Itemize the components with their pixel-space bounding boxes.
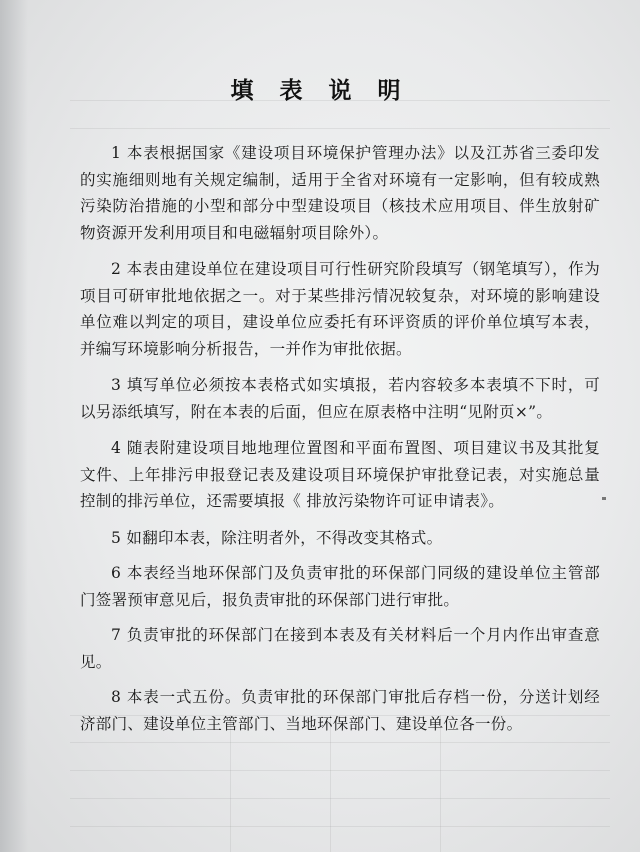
instruction-paragraph-3: 3 填写单位必须按本表格式如实填报，若内容较多本表填不下时，可以另添纸填写，附在本表的后面，但应在原表格中注明“见附页×”。: [80, 376, 600, 421]
instruction-paragraph-8: 8 本表一式五份。负责审批的环保部门审批后存档一份，分送计划经济部门、建设单位主管部门、当地环保部门、建设单位各一份。: [80, 688, 600, 733]
ink-mark: [602, 497, 606, 500]
instruction-paragraph-5: 5 如翻印本表，除注明者外，不得改变其格式。: [111, 528, 443, 547]
bleed-through-line: [70, 798, 610, 799]
instruction-paragraph-1: 1 本表根据国家《建设项目环境保护管理办法》以及江苏省三委印发的实施细则地有关规定编制，适用于全省对环境有一定影响，但有较成熟污染防治措施的小型和部分中型建设项目（核技术应用项目、伴生放射矿物资源开发利用项目和电磁辐射项目除外）。: [80, 144, 600, 242]
bleed-through-line: [70, 128, 610, 129]
instruction-paragraph-2: 2 本表由建设单位在建设项目可行性研究阶段填写（钢笔填写），作为项目可研审批地依据之一。对于某些排污情况较复杂，对环境的影响建设单位难以判定的项目，建设单位应委托有环评资质的评价单位填写本表，并编写环境影响分析报告，一并作为审批依据。: [80, 260, 600, 358]
bleed-through-line: [70, 770, 610, 771]
instruction-paragraph-7: 7 负责审批的环保部门在接到本表及有关材料后一个月内作出审查意见。: [80, 626, 600, 671]
instructions-body: [80, 140, 600, 746]
instruction-paragraph-6: 6 本表经当地环保部门及负责审批的环保部门同级的建设单位主管部门签署预审意见后，报负责审批的环保部门进行审批。: [80, 564, 600, 609]
bleed-through-line: [70, 826, 610, 827]
instruction-paragraph-4: 4 随表附建设项目地地理位置图和平面布置图、项目建议书及其批复文件、上年排污申报登记表及建设项目环境保护审批登记表，对实施总量控制的排污单位，还需要填报《 排放污染物许可证申请表》。: [80, 439, 600, 510]
page-edge-shadow: [0, 0, 28, 852]
page-title: 填 表 说 明: [230, 78, 410, 104]
